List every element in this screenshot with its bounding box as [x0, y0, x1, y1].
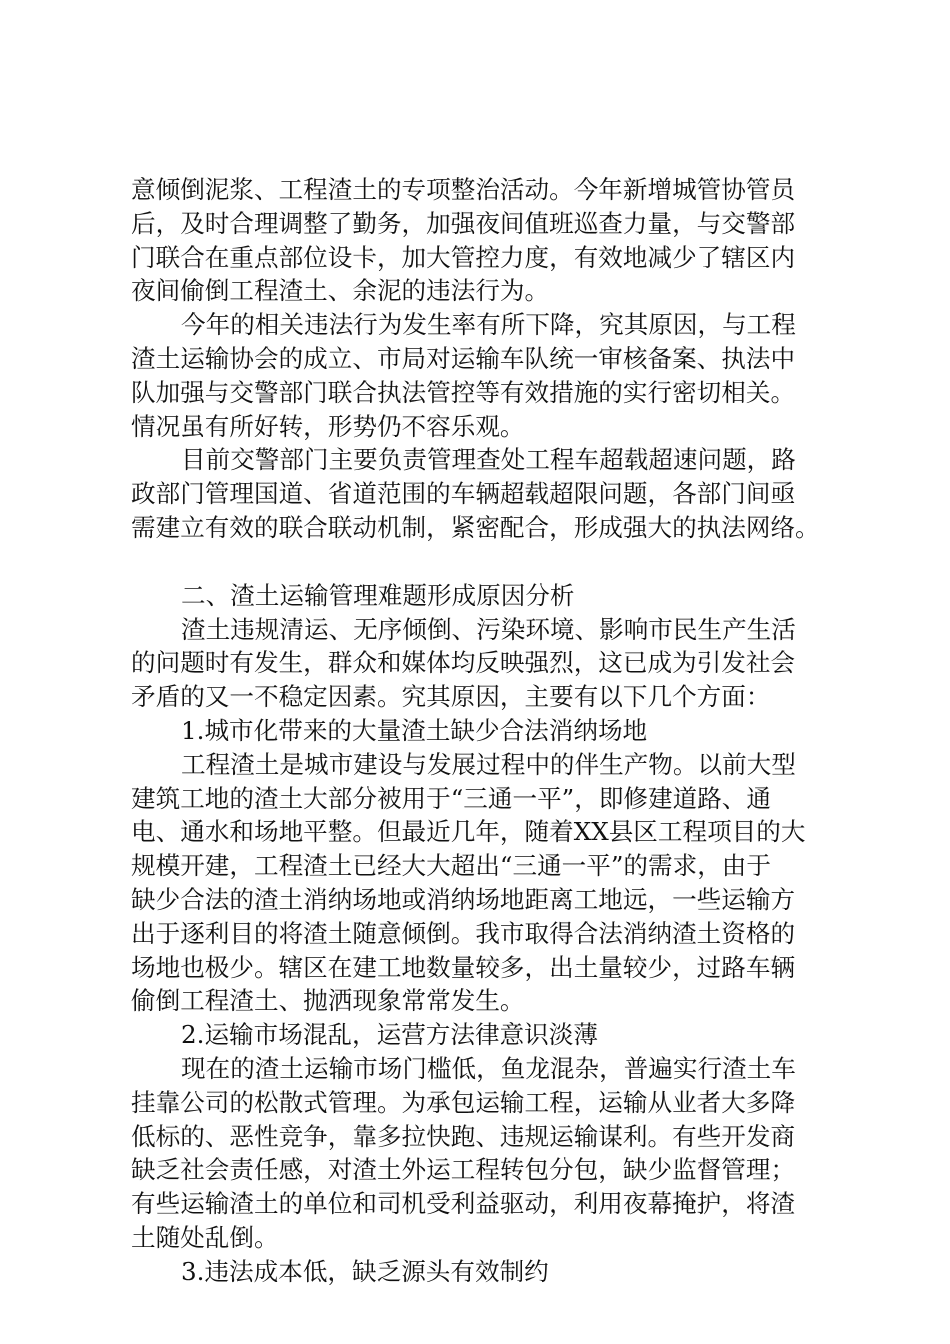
text-line: 政部门管理国道、省道范围的车辆超载超限问题，各部门间亟 [131, 479, 796, 509]
paragraph [131, 1052, 834, 1255]
text-line: 挂靠公司的松散式管理。为承包运输工程，运输从业者大多降 [131, 1087, 796, 1117]
text-line: 矛盾的又一不稳定因素。究其原因，主要有以下几个方面： [131, 682, 771, 712]
paragraph [131, 1255, 834, 1289]
text-line: 情况虽有所好转，形势仍不容乐观。 [131, 411, 525, 441]
text-line: 二、渣土运输管理难题形成原因分析 [181, 580, 575, 610]
text-line: 今年的相关违法行为发生率有所下降，究其原因，与工程 [181, 310, 796, 340]
text-line: 需建立有效的联合联动机制，紧密配合，形成强大的执法网络。 [131, 512, 820, 542]
text-line: 出于逐利目的将渣土随意倾倒。我市取得合法消纳渣土资格的 [131, 918, 796, 948]
section-spacer [131, 545, 834, 579]
text-line: 场地也极少。辖区在建工地数量较多，出土量较少，过路车辆 [131, 952, 796, 982]
text-line: 工程渣土是城市建设与发展过程中的伴生产物。以前大型 [181, 749, 796, 779]
text-line: 后，及时合理调整了勤务，加强夜间值班巡查力量，与交警部 [131, 208, 796, 238]
text-line: 现在的渣土运输市场门槛低，鱼龙混杂，普遍实行渣土车 [181, 1053, 796, 1083]
text-line: 土随处乱倒。 [131, 1222, 279, 1252]
paragraph [131, 579, 834, 613]
text-line: 偷倒工程渣土、抛洒现象常常发生。 [131, 986, 525, 1016]
paragraph [131, 714, 834, 748]
paragraph [131, 308, 834, 443]
text-line: 2.运输市场混乱，运营方法律意识淡薄 [181, 1020, 598, 1050]
text-line: 1.城市化带来的大量渣土缺少合法消纳场地 [181, 715, 648, 745]
text-line: 夜间偷倒工程渣土、余泥的违法行为。 [131, 276, 550, 306]
text-line: 渣土运输协会的成立、市局对运输车队统一审核备案、执法中 [131, 343, 796, 373]
text-line: 的问题时有发生，群众和媒体均反映强烈，这已成为引发社会 [131, 648, 796, 678]
text-line: 3.违法成本低，缺乏源头有效制约 [181, 1256, 549, 1286]
text-line: 缺乏社会责任感，对渣土外运工程转包分包，缺少监督管理； [131, 1155, 796, 1185]
text-line: 电、通水和场地平整。但最近几年，随着XX县区工程项目的大 [131, 817, 806, 847]
text-line: 队加强与交警部门联合执法管控等有效措施的实行密切相关。 [131, 377, 796, 407]
text-line: 渣土违规清运、无序倾倒、污染环境、影响市民生产生活 [181, 614, 796, 644]
text-line: 缺少合法的渣土消纳场地或消纳场地距离工地远，一些运输方 [131, 884, 796, 914]
paragraph [131, 748, 834, 1018]
text-line: 门联合在重点部位设卡，加大管控力度，有效地减少了辖区内 [131, 242, 796, 272]
paragraph [131, 613, 834, 714]
text-line: 规模开建，工程渣土已经大大超出“三通一平”的需求，由于 [131, 851, 771, 881]
text-line: 意倾倒泥浆、工程渣土的专项整治活动。今年新增城管协管员 [131, 175, 796, 204]
text-line: 建筑工地的渣土大部分被用于“三通一平”，即修建道路、通 [131, 783, 771, 813]
paragraph [131, 173, 834, 308]
text-line: 有些运输渣土的单位和司机受利益驱动，利用夜幕掩护，将渣 [131, 1189, 796, 1219]
document-body [131, 173, 834, 1289]
text-line: 低标的、恶性竞争，靠多拉快跑、违规运输谋利。有些开发商 [131, 1121, 796, 1151]
text-line: 目前交警部门主要负责管理查处工程车超载超速问题，路 [181, 445, 796, 475]
paragraph [131, 443, 834, 544]
paragraph [131, 1018, 834, 1052]
